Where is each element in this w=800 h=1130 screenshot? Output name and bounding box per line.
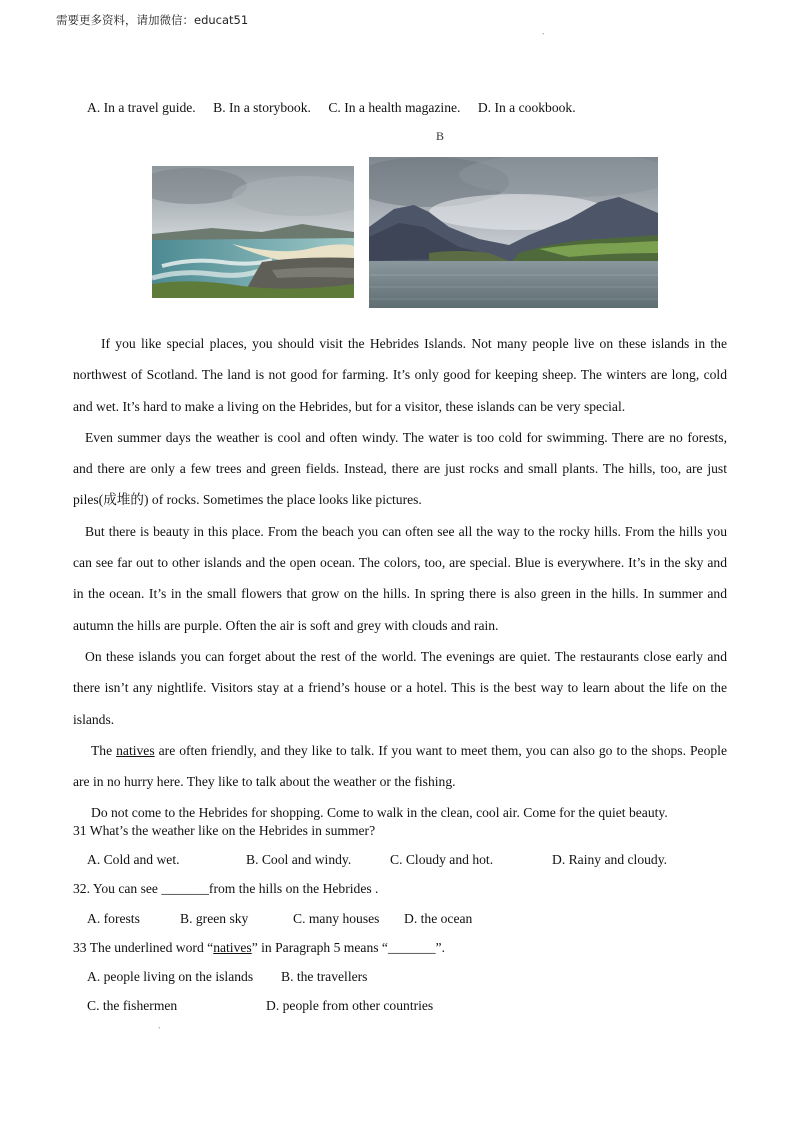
beach-photo xyxy=(152,166,354,298)
question-33-stem-start: 33 The underlined word “ xyxy=(73,940,214,955)
prev-option-b: B. In a storybook. xyxy=(213,100,311,115)
question-31-option-d: D. Rainy and cloudy. xyxy=(552,852,668,867)
paragraph-4: On these islands you can forget about the rest of the world. The evenings are quiet. The restaurants close early and there isn’t any nightlife. Visitors stay at a friend’s house or a hotel. This is the best way to learn about the life on the islands. xyxy=(73,648,727,727)
mountain-lake-photo xyxy=(369,157,658,308)
paragraph-5 xyxy=(73,735,727,798)
question-32-option-d: D. the ocean xyxy=(404,911,473,926)
question-33-stem xyxy=(73,940,445,956)
footer-mark: ` xyxy=(158,1026,161,1035)
paragraph-2: Even summer days the weather is cool and often windy. The water is too cold for swimming. There are no forests, and there are only a few trees and green fields. Instead, there are just rocks and small plants. The hills, too, are just piles(成堆的) of rocks. Sometimes the place looks like pictures. xyxy=(73,429,727,508)
passage xyxy=(73,328,727,829)
top-mark: ` xyxy=(542,32,545,41)
paragraph-5-rest: are often friendly, and they like to talk. If you want to meet them, you can also go to the shops. People are in no hurry here. They like to talk about the weather or the fishing. xyxy=(73,742,727,790)
paragraph-3: But there is beauty in this place. From the beach you can often see all the way to the rocky hills. From the hills you can see far out to other islands and the open ocean. The colors, too, are special. Blue is everywhere. It’s in the sky and in the ocean. It’s in the small flowers that grow on the hills. In spring there is also green in the hills. In summer and autumn the hills are purple. Often the air is soft and grey with clouds and rain. xyxy=(73,523,727,633)
header-note: 需要更多资料，请加微信：educat51 xyxy=(56,13,249,27)
question-33-option-d: D. people from other countries xyxy=(266,998,434,1013)
question-31-option-a: A. Cold and wet. xyxy=(87,852,180,867)
paragraph-6: Do not come to the Hebrides for shopping. Come to walk in the clean, cool air. Come for the quiet beauty. xyxy=(91,805,668,821)
question-31-stem: 31 What’s the weather like on the Hebrides in summer? xyxy=(73,823,376,838)
paragraph-1: If you like special places, you should visit the Hebrides Islands. Not many people live on these islands in the northwest of Scotland. The land is not good for farming. It’s only good for keeping sheep. The winters are long, cold and wet. It’s hard to make a living on the Hebrides, but for a visitor, these islands can be very special. xyxy=(73,336,727,414)
question-33-underlined-word: natives xyxy=(213,940,252,955)
prev-option-d: D. In a cookbook. xyxy=(477,100,576,115)
question-31-option-b: B. Cool and windy. xyxy=(246,852,352,867)
question-33-option-c: C. the fishermen xyxy=(87,998,178,1013)
question-33-option-a: A. people living on the islands xyxy=(87,969,254,984)
prev-option-c: C. In a health magazine. xyxy=(328,100,461,115)
prev-option-a: A. In a travel guide. xyxy=(87,100,196,115)
question-33-stem-end: ” in Paragraph 5 means “_______”. xyxy=(251,940,445,955)
question-32-option-c: C. many houses xyxy=(293,911,380,926)
section-label: B xyxy=(436,129,445,143)
paragraph-5-start: The xyxy=(91,742,117,758)
underlined-word-natives: natives xyxy=(116,742,155,758)
question-33-option-b: B. the travellers xyxy=(281,969,368,984)
question-32-option-b: B. green sky xyxy=(180,911,249,926)
question-32-option-a: A. forests xyxy=(87,911,140,926)
question-32-stem: 32. You can see _______from the hills on the Hebrides . xyxy=(73,881,379,896)
question-31-option-c: C. Cloudy and hot. xyxy=(390,852,494,867)
prev-question-options xyxy=(87,100,576,116)
